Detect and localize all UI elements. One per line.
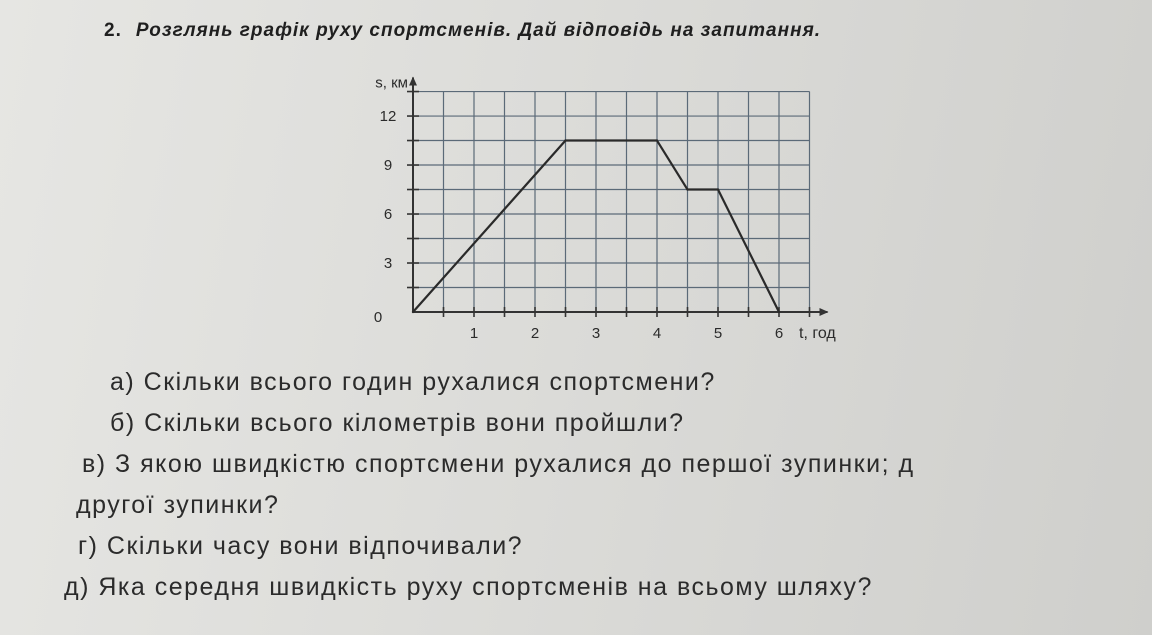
question-g: г) Скільки часу вони відпочивали? bbox=[78, 532, 524, 560]
graph-axes bbox=[413, 78, 828, 312]
x-tick-label: 5 bbox=[713, 325, 723, 342]
motion-point bbox=[656, 139, 658, 141]
x-tick-label: 6 bbox=[774, 325, 784, 342]
y-tick-label: 12 bbox=[379, 108, 397, 126]
x-tick-label: 2 bbox=[530, 325, 540, 342]
question-v: в) З якою швидкістю спортсмени рухалися до першої зупинки; д bbox=[82, 450, 915, 478]
motion-point bbox=[717, 188, 719, 190]
y-tick-label: 6 bbox=[383, 206, 393, 224]
x-axis-label: t, год bbox=[799, 325, 836, 342]
y-axis-label: s, км bbox=[375, 74, 408, 92]
task-heading bbox=[104, 20, 821, 42]
motion-point bbox=[686, 188, 688, 190]
motion-point bbox=[412, 311, 414, 313]
origin-label: 0 bbox=[373, 309, 383, 326]
question-d: д) Яка середня швидкість руху спортсменів на всьому шляху? bbox=[64, 573, 873, 601]
motion-point bbox=[778, 311, 780, 313]
question-b: б) Скільки всього кілометрів вони пройшли? bbox=[110, 409, 685, 437]
y-tick-label: 3 bbox=[383, 255, 393, 273]
question-v-continued: другої зупинки? bbox=[76, 491, 280, 519]
motion-point bbox=[564, 139, 566, 141]
y-tick-label: 9 bbox=[383, 157, 393, 175]
x-tick-label: 1 bbox=[469, 325, 479, 342]
graph-grid bbox=[413, 92, 810, 312]
task-title: Розглянь графік руху спортсменів. Дай відповідь на запитання. bbox=[135, 20, 822, 41]
x-tick-label: 3 bbox=[591, 325, 601, 342]
motion-graph bbox=[350, 62, 870, 352]
question-a: а) Скільки всього годин рухалися спортсмени? bbox=[110, 368, 716, 396]
graph-ticks bbox=[407, 92, 810, 317]
x-tick-label: 4 bbox=[652, 325, 662, 342]
task-number: 2. bbox=[104, 20, 122, 41]
